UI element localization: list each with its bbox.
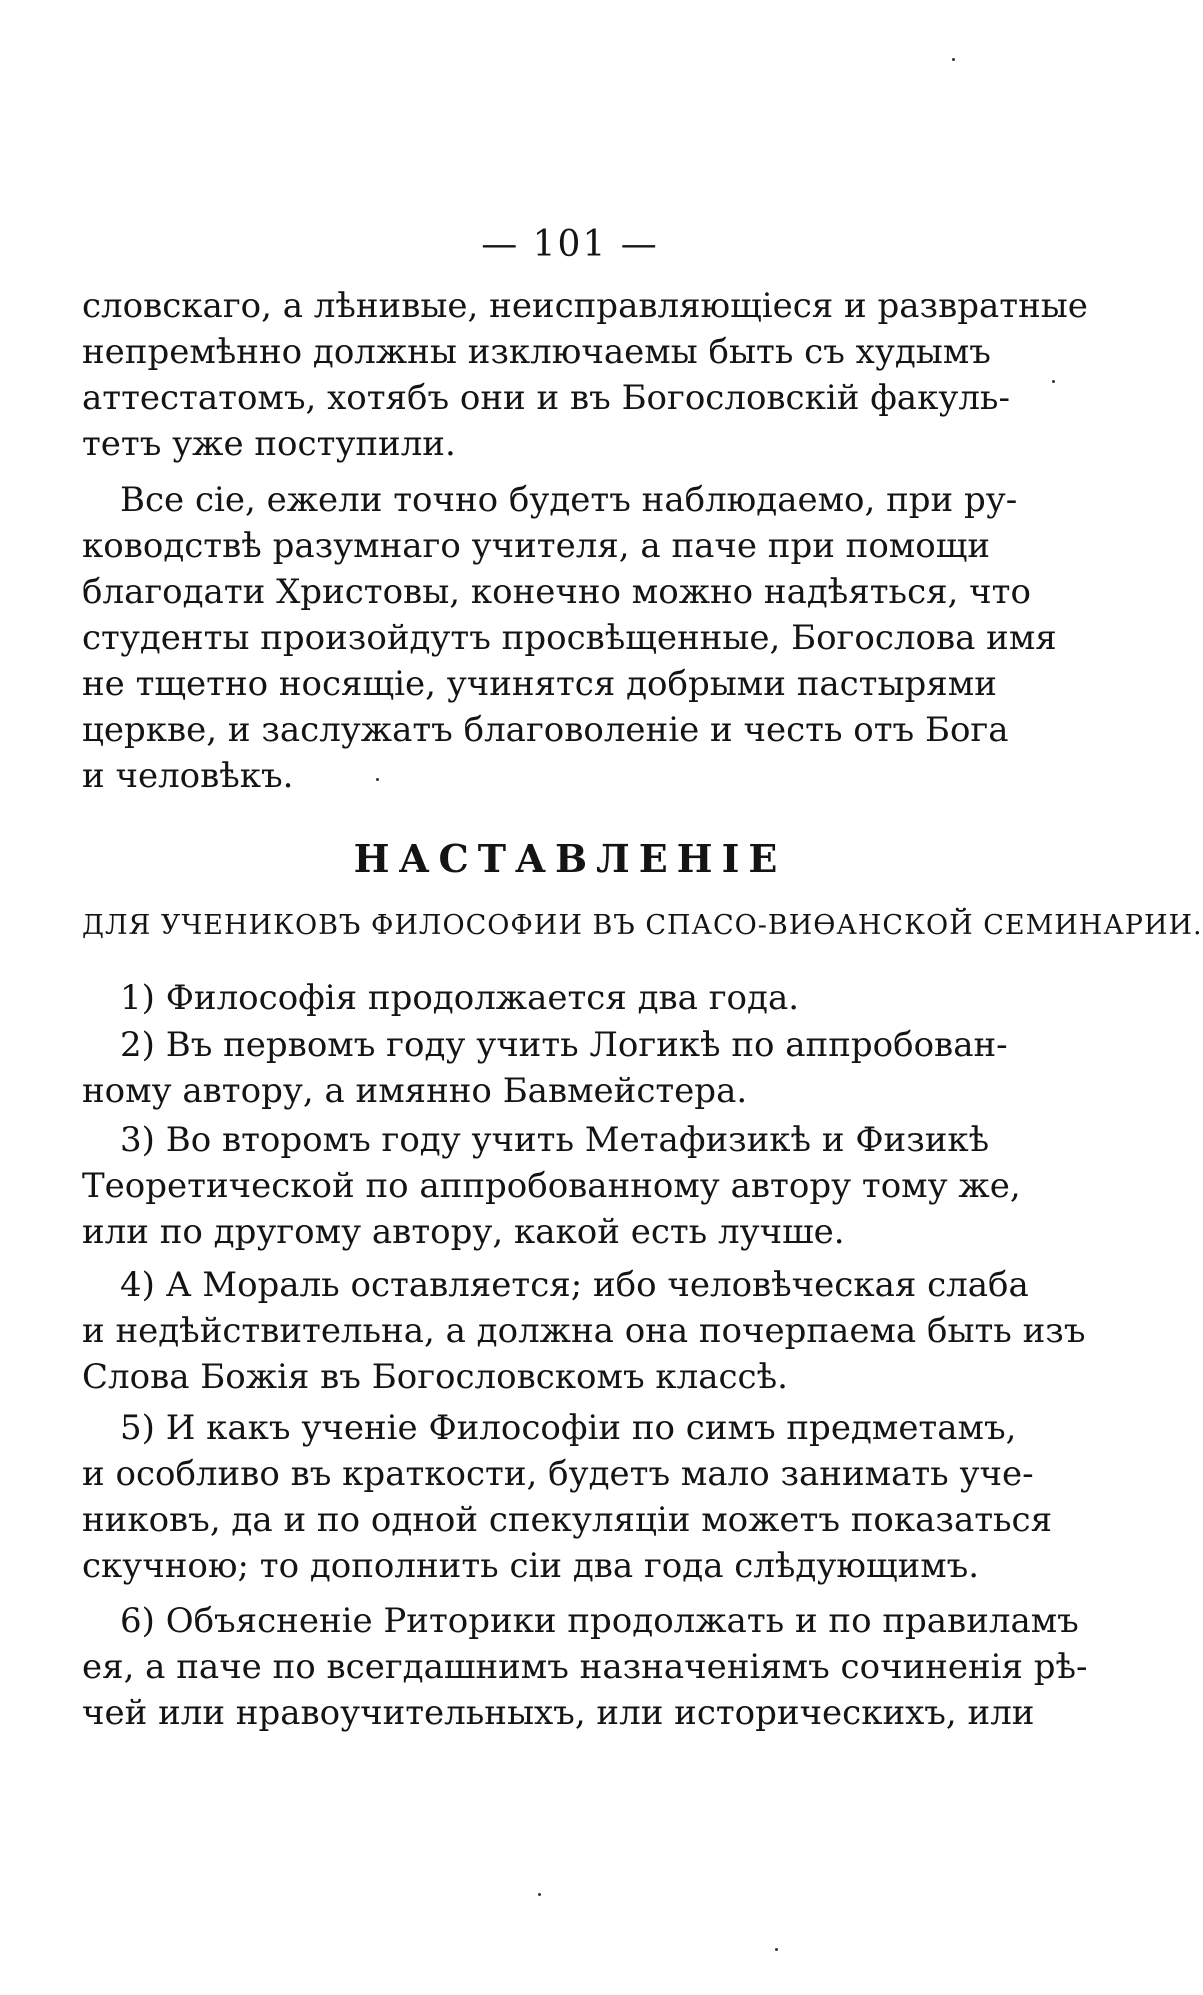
numbered-item <box>82 1262 1086 1400</box>
text-line: ководствѣ разумнаго учителя, а паче при помощи <box>82 526 990 566</box>
text-line: аттестатомъ, хотябъ они и въ Богословскій факуль- <box>82 378 1010 418</box>
paragraph-conclusion <box>82 477 1057 799</box>
text-line: и недѣйствительна, а должна она почерпаема быть изъ <box>82 1311 1086 1351</box>
print-speck <box>775 1948 778 1951</box>
numbered-item <box>82 1598 1088 1736</box>
print-speck <box>952 58 955 61</box>
paragraph-continuation <box>82 283 1088 467</box>
text-line: ному автору, а имянно Бавмейстера. <box>82 1071 748 1111</box>
numbered-item <box>82 1405 1053 1589</box>
text-line: ея, а паче по всегдашнимъ назначеніямъ сочиненія рѣ- <box>82 1647 1088 1687</box>
text-line: благодати Христовы, конечно можно надѣяться, что <box>82 572 1031 612</box>
text-line: 5) И какъ ученіе Философіи по симъ предметамъ, <box>120 1408 1017 1448</box>
text-line: не тщетно носящіе, учинятся добрыми пастырями <box>82 664 997 704</box>
text-line: студенты произойдутъ просвѣщенные, Богослова имя <box>82 618 1057 658</box>
print-speck <box>376 778 379 781</box>
text-line: или по другому автору, какой есть лучше. <box>82 1212 845 1252</box>
text-line: непремѣнно должны изключаемы быть съ худымъ <box>82 332 991 372</box>
text-line: 6) Объясненіе Риторики продолжать и по правиламъ <box>120 1601 1079 1641</box>
text-line: 3) Во второмъ году учить Метафизикѣ и Физикѣ <box>120 1120 990 1160</box>
text-line: тетъ уже поступили. <box>82 424 456 464</box>
text-line: церкве, и заслужатъ благоволеніе и честь отъ Бога <box>82 710 1009 750</box>
print-speck <box>1052 380 1055 383</box>
numbered-item <box>82 975 958 1021</box>
text-line: Все сіе, ежели точно будетъ наблюдаемо, при ру- <box>120 480 1018 520</box>
text-line: скучною; то дополнить сіи два года слѣдующимъ. <box>82 1546 980 1586</box>
numbered-item <box>82 1022 1008 1114</box>
page-number: — 101 — <box>481 224 659 265</box>
text-line: чей или нравоучительныхъ, или историческихъ, или <box>82 1693 1035 1733</box>
text-line: и особливо въ краткости, будетъ мало занимать уче- <box>82 1454 1034 1494</box>
section-subheading: ДЛЯ УЧЕНИКОВЪ ФИЛОСОФИИ ВЪ СПАСО-ВИѲАНСКОЙ СЕМИНАРИИ. <box>82 910 1203 941</box>
text-line: Слова Божія въ Богословскомъ классѣ. <box>82 1357 788 1397</box>
text-line: словскаго, а лѣнивые, неисправляющіеся и развратные <box>82 286 1088 326</box>
text-line: 1) Философія продолжается два года. <box>120 978 800 1018</box>
numbered-item <box>82 1117 1021 1255</box>
section-heading: НАСТАВЛЕНІЕ <box>353 836 787 881</box>
text-line: Теоретической по аппробованному автору тому же, <box>82 1166 1021 1206</box>
text-line: 4) А Мораль оставляется; ибо человѣческая слаба <box>120 1265 1029 1305</box>
text-line: и человѣкъ. <box>82 756 294 796</box>
text-line: 2) Въ первомъ году учить Логикѣ по аппробован- <box>120 1025 1008 1065</box>
text-line: никовъ, да и по одной спекуляціи можетъ показаться <box>82 1500 1053 1540</box>
print-speck <box>538 1893 541 1896</box>
